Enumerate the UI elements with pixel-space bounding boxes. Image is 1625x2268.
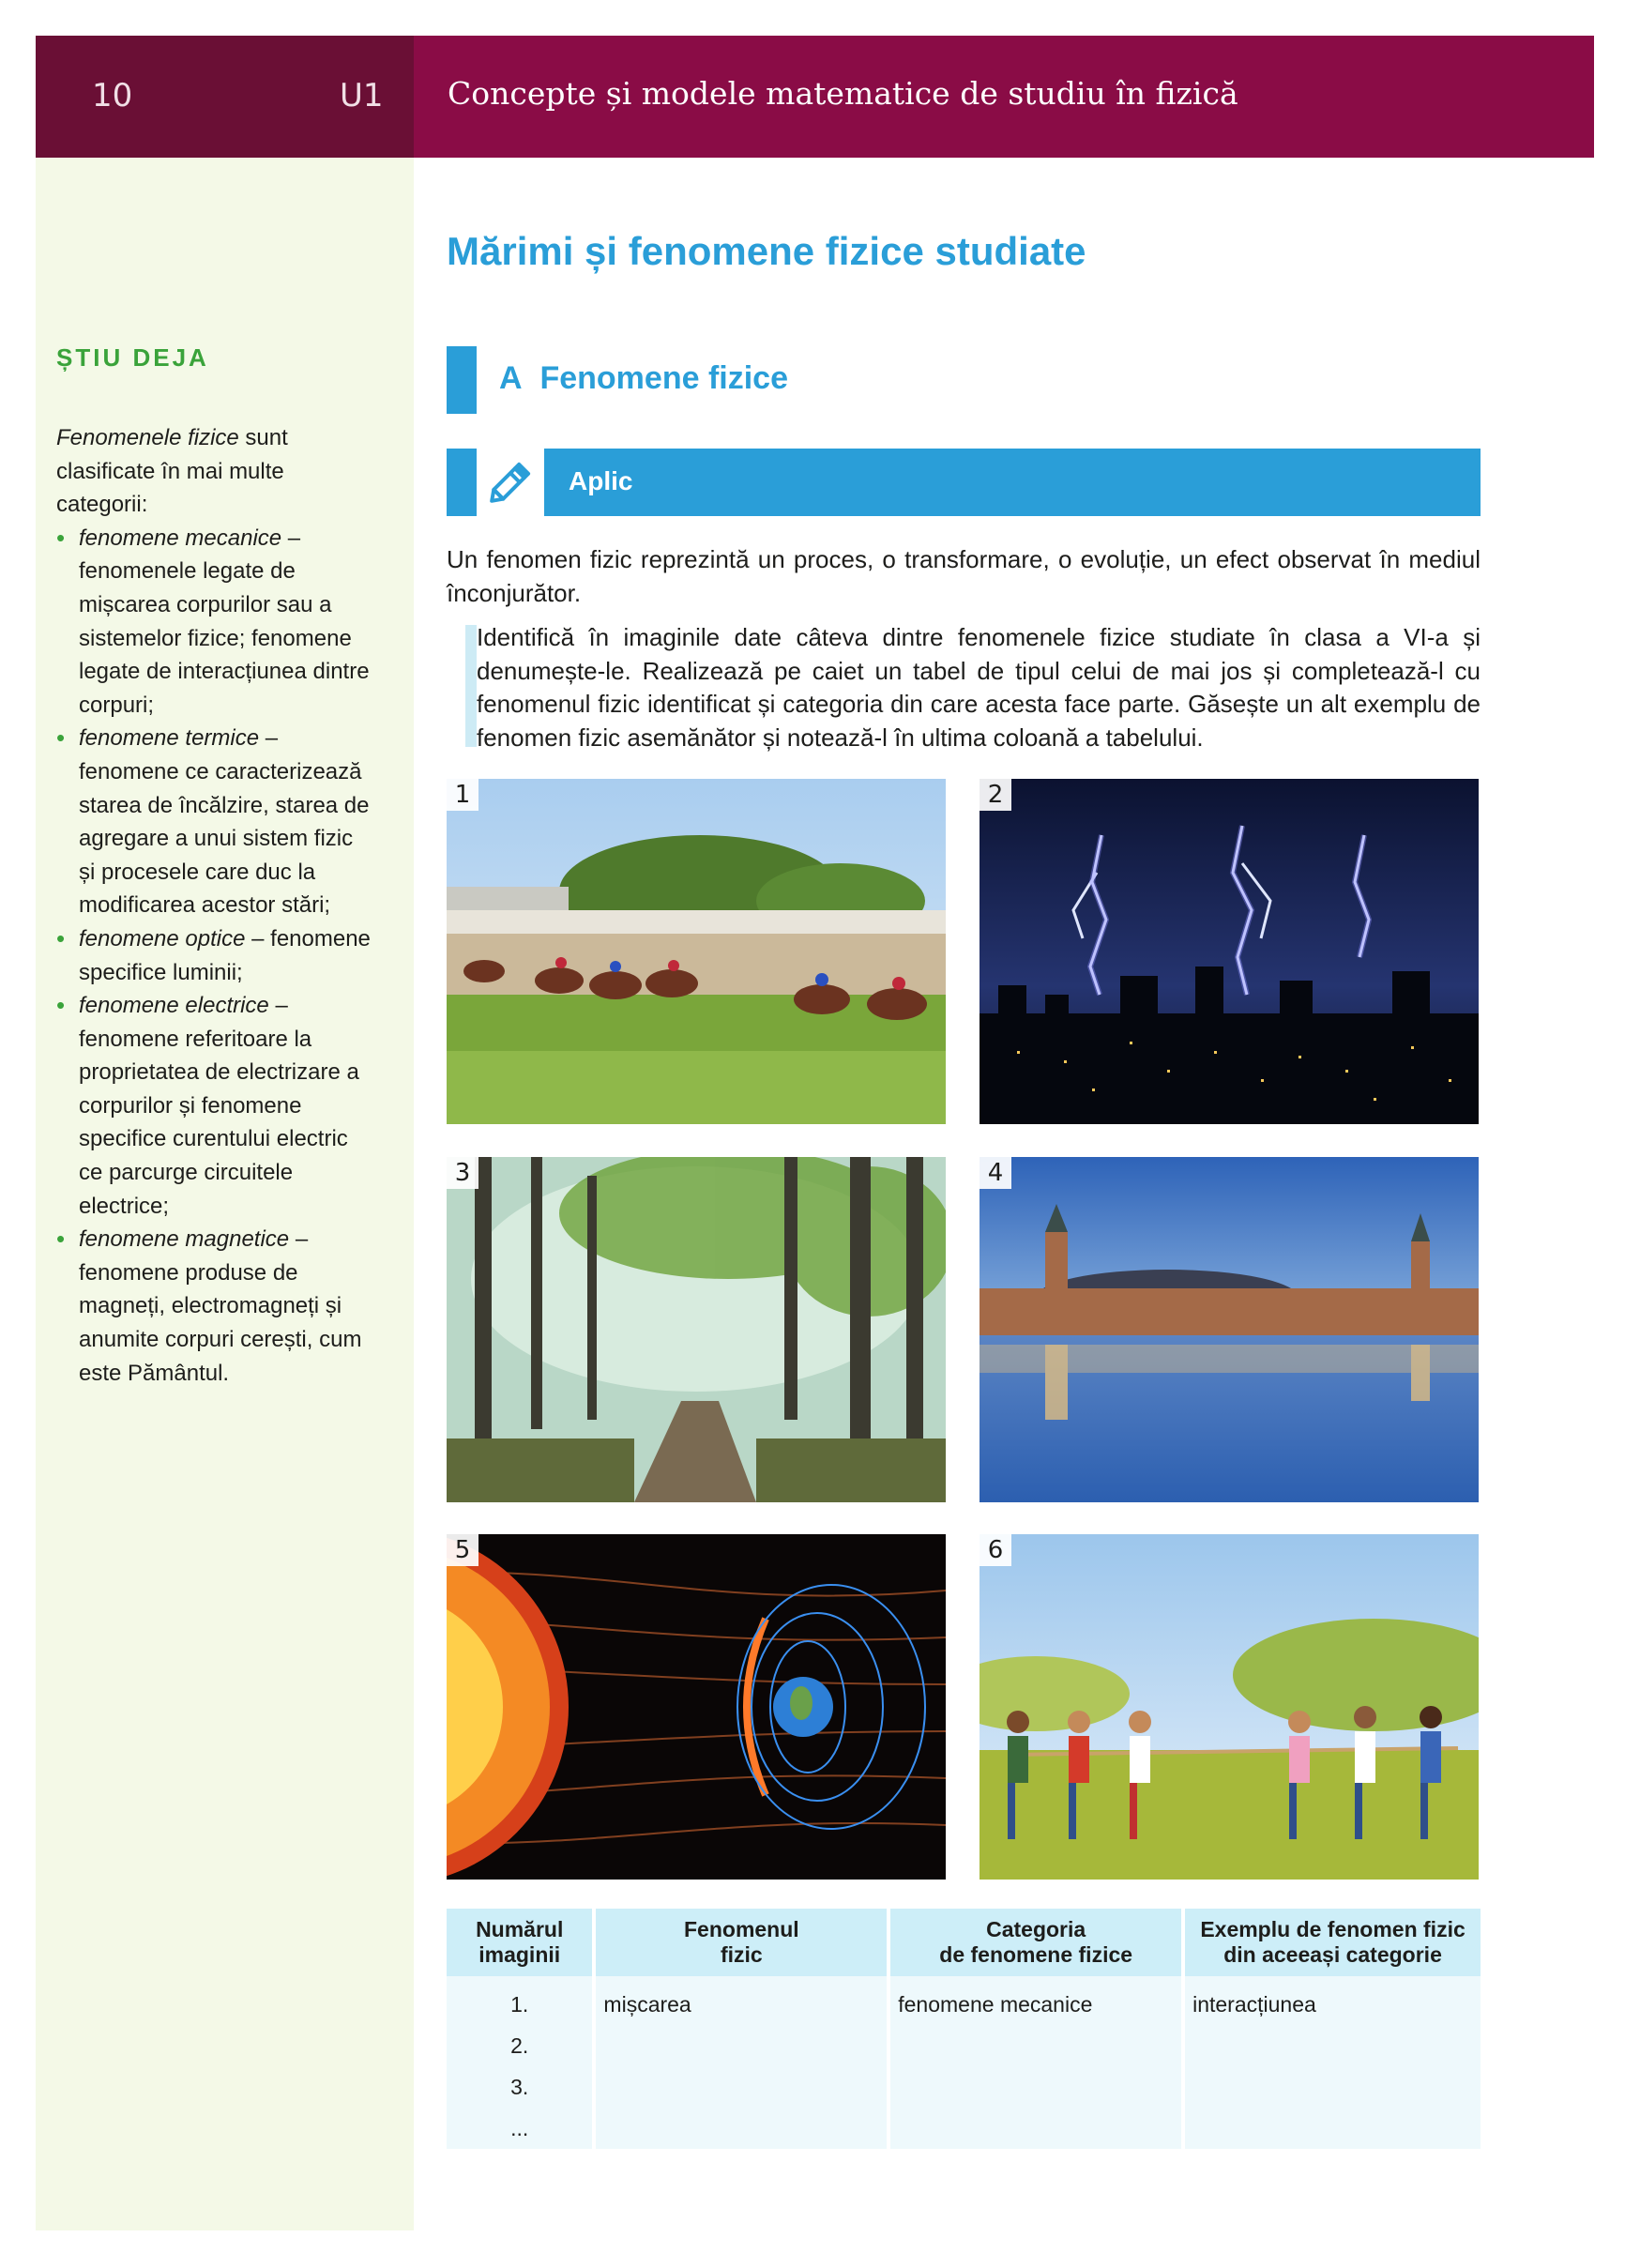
sidebar-intro-term: Fenomenele fizice [56, 425, 239, 450]
image-number: 6 [980, 1534, 1011, 1566]
table-row [447, 2025, 1481, 2066]
image-number: 5 [447, 1534, 478, 1566]
category-term: fenomene termice [79, 725, 260, 752]
section-title [499, 360, 788, 397]
page-number: 10 [92, 77, 133, 114]
sidebar-intro [56, 421, 375, 522]
image-number: 1 [447, 779, 478, 811]
list-item [56, 1223, 375, 1390]
task-paragraph: Identifică în imaginile date câteva dintre fenomenele fizice studiate în clasa a VI-a și denumește-le. Realizează pe caiet un tabel de tipul celui de mai jos și completează-l cu fenomenul fizic identificat și categoria din care acesta face parte. Găsește un alt exemplu de fenomen fizic asemănător și notează-l în ultima coloană a tabelului. [477, 623, 1481, 752]
table-cell [890, 2025, 1181, 2066]
header-left-band [36, 36, 414, 158]
intro-paragraph: Un fenomen fizic reprezintă un proces, o transformare, o evoluție, un efect observat în mediul înconjurător. [447, 545, 1481, 607]
table-cell: fenomene mecanice [890, 1976, 1181, 2025]
table-cell [596, 2066, 887, 2108]
sidebar-intro-rest: sunt clasificate în mai multe categorii: [56, 425, 288, 518]
header-line: de fenomene fizice [939, 1942, 1133, 1967]
category-term: fenomene optice [79, 925, 246, 951]
header-line: Exemplu de fenomen fizic [1200, 1917, 1466, 1941]
list-item [56, 922, 375, 989]
pencil-icon [477, 449, 544, 516]
table-cell: ... [447, 2108, 592, 2149]
list-item [56, 722, 375, 922]
sidebar-text [56, 421, 375, 1390]
table-cell [596, 2025, 887, 2066]
task-marker [465, 625, 477, 747]
table-cell [1185, 2066, 1481, 2108]
table-cell: interacțiunea [1185, 1976, 1481, 2025]
image-magnetosphere [447, 1534, 946, 1880]
header-line: Categoria [986, 1917, 1086, 1941]
header-line: Fenomenul [684, 1917, 799, 1941]
category-list [56, 522, 375, 1390]
page-title: Mărimi și fenomene fizice studiate [447, 229, 1086, 273]
section-letter: A [499, 360, 523, 396]
table-header [447, 1909, 592, 1976]
list-item [56, 522, 375, 723]
category-term: fenomene magnetice [79, 1226, 290, 1253]
table-cell: 3. [447, 2066, 592, 2108]
aplic-label: Aplic [569, 466, 633, 495]
category-term: fenomene mecanice [79, 525, 282, 551]
table-header [596, 1909, 887, 1976]
table-row [447, 2066, 1481, 2108]
image-horse-race [447, 779, 946, 1124]
category-desc: – fenomene specifice luminii; [79, 925, 371, 985]
category-term: fenomene electrice [79, 993, 269, 1019]
section-marker [447, 346, 477, 414]
chapter-title: Concepte și modele matematice de studiu în fizică [448, 75, 1238, 112]
table-header-row [447, 1909, 1481, 1976]
section-title-text: Fenomene fizice [539, 360, 788, 396]
image-foggy-forest [447, 1157, 946, 1502]
header-line: fizic [720, 1942, 763, 1967]
table-cell: 1. [447, 1976, 592, 2025]
aplic-banner [447, 449, 1481, 516]
table-header [890, 1909, 1181, 1976]
category-desc: – fenomene referitoare la proprietatea de electrizare a corpurilor și fenomene specifice curentului electric ce parcurge circuitele electrice; [79, 993, 359, 1219]
header-line: Numărul [476, 1917, 564, 1941]
unit-label: U1 [340, 77, 384, 114]
table-cell [1185, 2025, 1481, 2066]
table-cell [890, 2108, 1181, 2149]
image-tug-of-war [980, 1534, 1479, 1880]
table-cell [596, 2108, 887, 2149]
image-number: 2 [980, 779, 1011, 811]
table-cell: mișcarea [596, 1976, 887, 2025]
image-city-reflection [980, 1157, 1479, 1502]
image-number: 3 [447, 1157, 478, 1189]
image-number: 4 [980, 1157, 1011, 1189]
header-line: din aceeași categorie [1223, 1942, 1442, 1967]
table-cell [1185, 2108, 1481, 2149]
page-header [36, 36, 1594, 158]
header-line: imaginii [478, 1942, 561, 1967]
table-header [1185, 1909, 1481, 1976]
phenomena-table [447, 1909, 1481, 2149]
header-right-band [414, 36, 1594, 158]
table-row [447, 1976, 1481, 2025]
table-cell [890, 2066, 1181, 2108]
category-desc: – fenomene produse de magneți, electromagneți și anumite corpuri cerești, cum este Pământul. [79, 1226, 362, 1386]
image-lightning [980, 779, 1479, 1124]
table-cell: 2. [447, 2025, 592, 2066]
category-desc: – fenomenele legate de mișcarea corpurilor sau a sistemelor fizice; fenomene legate de interacțiunea dintre corpuri; [79, 525, 370, 718]
list-item [56, 989, 375, 1223]
sidebar-heading: ȘTIU DEJA [56, 343, 209, 372]
table-row [447, 2108, 1481, 2149]
category-desc: – fenomene ce caracterizează starea de încălzire, starea de agregare a unui sistem fizic și procesele care duc la modificarea acestor stări; [79, 725, 370, 919]
